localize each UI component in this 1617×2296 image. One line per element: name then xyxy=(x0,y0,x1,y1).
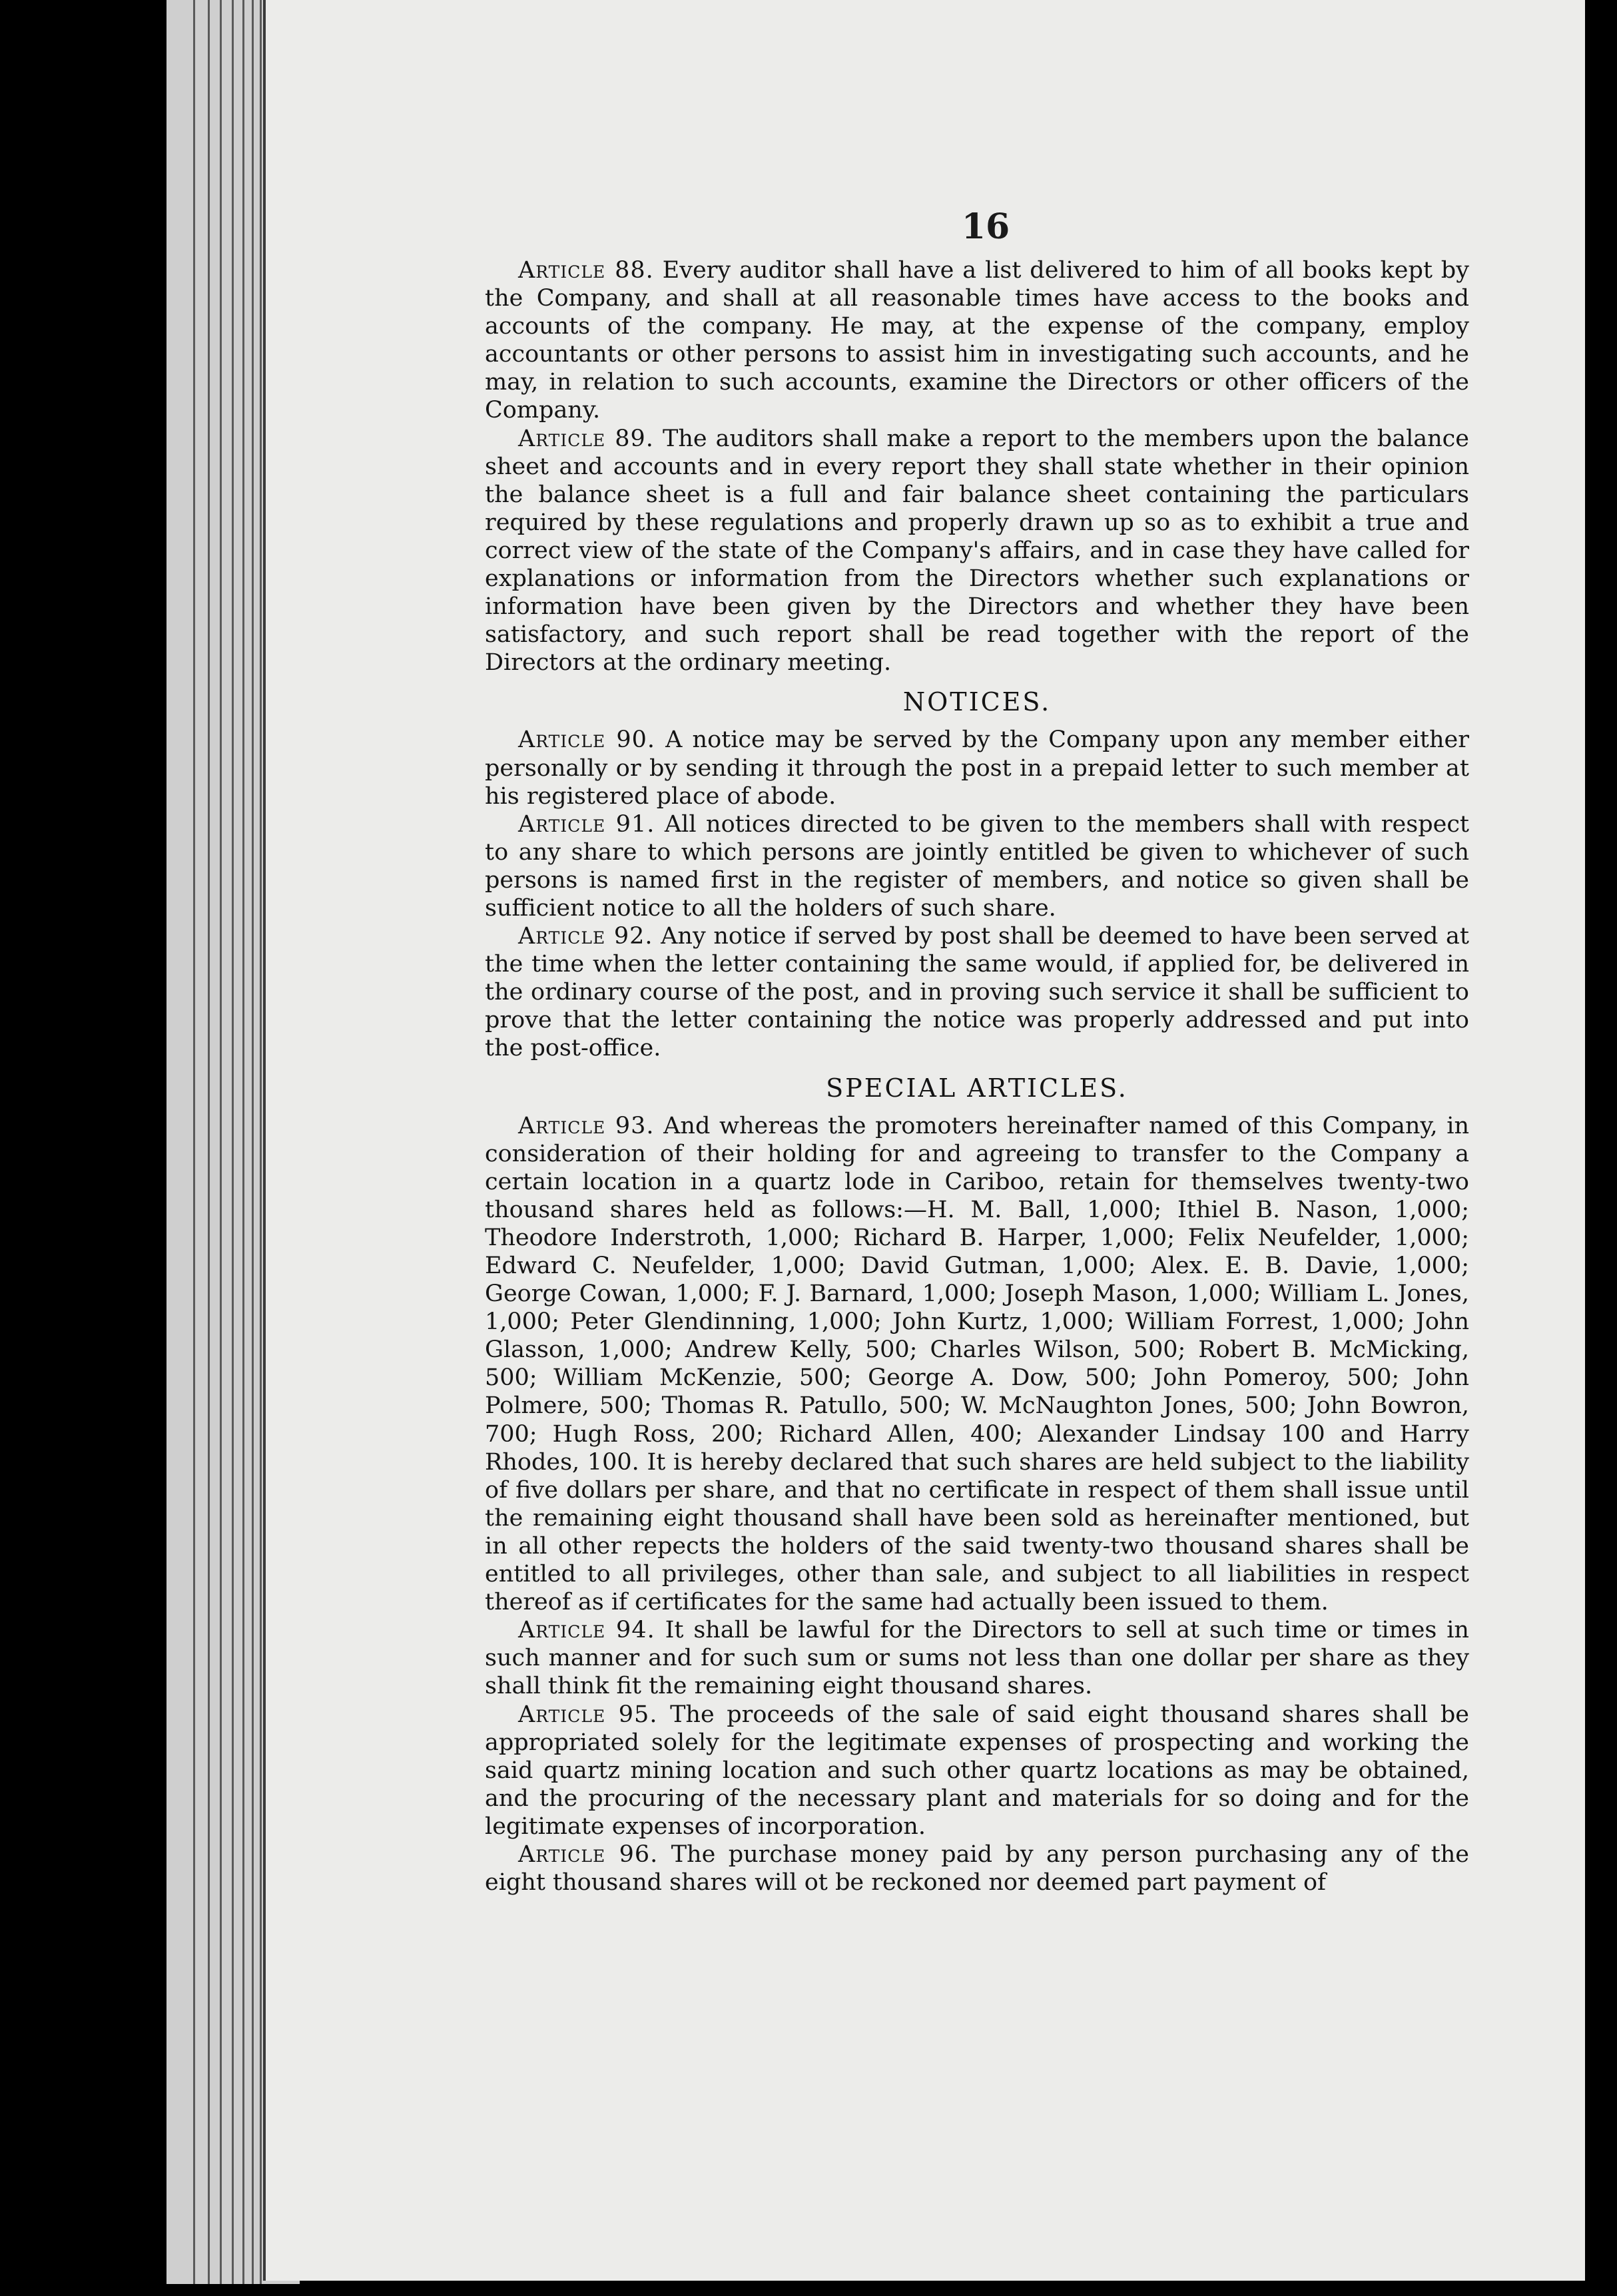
article-paragraph xyxy=(485,726,1469,810)
section-heading-special-articles: SPECIAL ARTICLES. xyxy=(826,1073,1128,1103)
article-text: The purchase money paid by any person purchasing any of the eight thousand shares will ot be reckoned nor deemed part payment of xyxy=(485,1841,1469,1896)
section-heading-notices: NOTICES. xyxy=(902,687,1052,717)
article-paragraph xyxy=(485,810,1469,922)
article-text: The proceeds of the sale of said eight thousand shares shall be appropriated solely for the legitimate expenses of prospecting and working the said quartz mining location and such other quartz locations as may be obtained, and the procuring of the necessary plant and materials for so doing and for the legitimate expenses of incorporation. xyxy=(485,1701,1469,1840)
articles-88-89 xyxy=(485,256,1469,677)
article-paragraph xyxy=(485,922,1469,1062)
article-label: Article 94. xyxy=(518,1617,655,1644)
article-paragraph xyxy=(485,1112,1469,1617)
article-label: Article 96. xyxy=(518,1841,659,1868)
gutter-shadow xyxy=(1585,0,1617,2296)
article-text: All notices directed to be given to the members shall with respect to any share to which persons are jointly entitled be given to whichever of such persons is named first in the register of members, and notice so given shall be sufficient notice to all the holders of such share. xyxy=(485,810,1469,922)
page-number: 16 xyxy=(961,206,1010,247)
article-label: Article 89. xyxy=(518,425,654,452)
article-label: Article 95. xyxy=(518,1701,658,1728)
article-label: Article 90. xyxy=(518,726,655,754)
article-label: Article 88. xyxy=(518,257,654,284)
article-label: Article 91. xyxy=(518,810,655,838)
article-paragraph xyxy=(485,425,1469,677)
articles-90-92 xyxy=(485,726,1469,1062)
article-text: The auditors shall make a report to the members upon the balance sheet and accounts and in every report they shall state whether in their opinion the balance sheet is a full and fair balance sheet containing the particulars required by these regulations and properly drawn up so as to exhibit a true and correct view of the state of the Company's affairs, and in case they have called for explanations or information from the Directors whether such explanations or information have been given by the Directors and whether they have been satisfactory, and such report shall be read together with the report of the Directors at the ordinary meeting. xyxy=(485,425,1469,677)
article-text: And whereas the promoters hereinafter named of this Company, in consideration of their holding for and agreeing to transfer to the Company a certain location in a quartz lode in Cariboo, retain for themselves twenty-two thousand shares held as follows:—H. M. Ball, 1,000; Ithiel B. Nason, 1,000; Theodore Inderstroth, 1,000; Richard B. Harper, 1,000; Felix Neufelder, 1,000; Edward C. Neufelder, 1,000; David Gutman, 1,000; Alex. E. B. Davie, 1,000; George Cowan, 1,000; F. J. Barnard, 1,000; Joseph Mason, 1,000; William L. Jones, 1,000; Peter Glendinning, 1,000; John Kurtz, 1,000; William Forrest, 1,000; John Glasson, 1,000; Andrew Kelly, 500; Charles Wilson, 500; Robert B. McMicking, 500; William McKenzie, 500; George A. Dow, 500; John Pomeroy, 500; John Polmere, 500; Thomas R. Patullo, 500; W. McNaughton Jones, 500; John Bowron, 700; Hugh Ross, 200; Richard Allen, 400; Alexander Lindsay 100 and Harry Rhodes, 100. It is hereby declared that such shares are held subject to the liability of five dollars per share, and that no certificate in respect of them shall issue until the remaining eight thousand shall have been sold as hereinafter mentioned, but in all other repects the holders of the said twenty-two thousand shares shall be entitled to all privileges, other than sale, and subject to all liabilities in respect thereof as if certificates for the same had actually been issued to them. xyxy=(485,1112,1469,1616)
article-paragraph xyxy=(485,1841,1469,1896)
article-text: Any notice if served by post shall be deemed to have been served at the time when the letter containing the same would, if applied for, be delivered in the ordinary course of the post, and in proving such service it shall be sufficient to prove that the letter containing the notice was properly addressed and put into the post-office. xyxy=(485,923,1469,1062)
article-paragraph xyxy=(485,256,1469,425)
article-text: It shall be lawful for the Directors to sell at such time or times in such manner and for such sum or sums not less than one dollar per share as they shall think fit the remaining eight thousand shares. xyxy=(485,1617,1469,1700)
article-text: Every auditor shall have a list delivered to him of all books kept by the Company, and shall at all reasonable times have access to the books and accounts of the company. He may, at the expense of the company, employ accountants or other persons to assist him in investigating such accounts, and he may, in relation to such accounts, examine the Directors or other officers of the Company. xyxy=(485,257,1469,424)
article-text: A notice may be served by the Company upon any member either personally or by sending it through the post in a prepaid letter to such member at his registered place of abode. xyxy=(485,726,1469,810)
page-body xyxy=(485,256,1469,1896)
article-label: Article 93. xyxy=(518,1112,655,1139)
article-paragraph xyxy=(485,1616,1469,1700)
articles-93-96 xyxy=(485,1112,1469,1897)
article-paragraph xyxy=(485,1701,1469,1841)
article-label: Article 92. xyxy=(518,923,653,950)
